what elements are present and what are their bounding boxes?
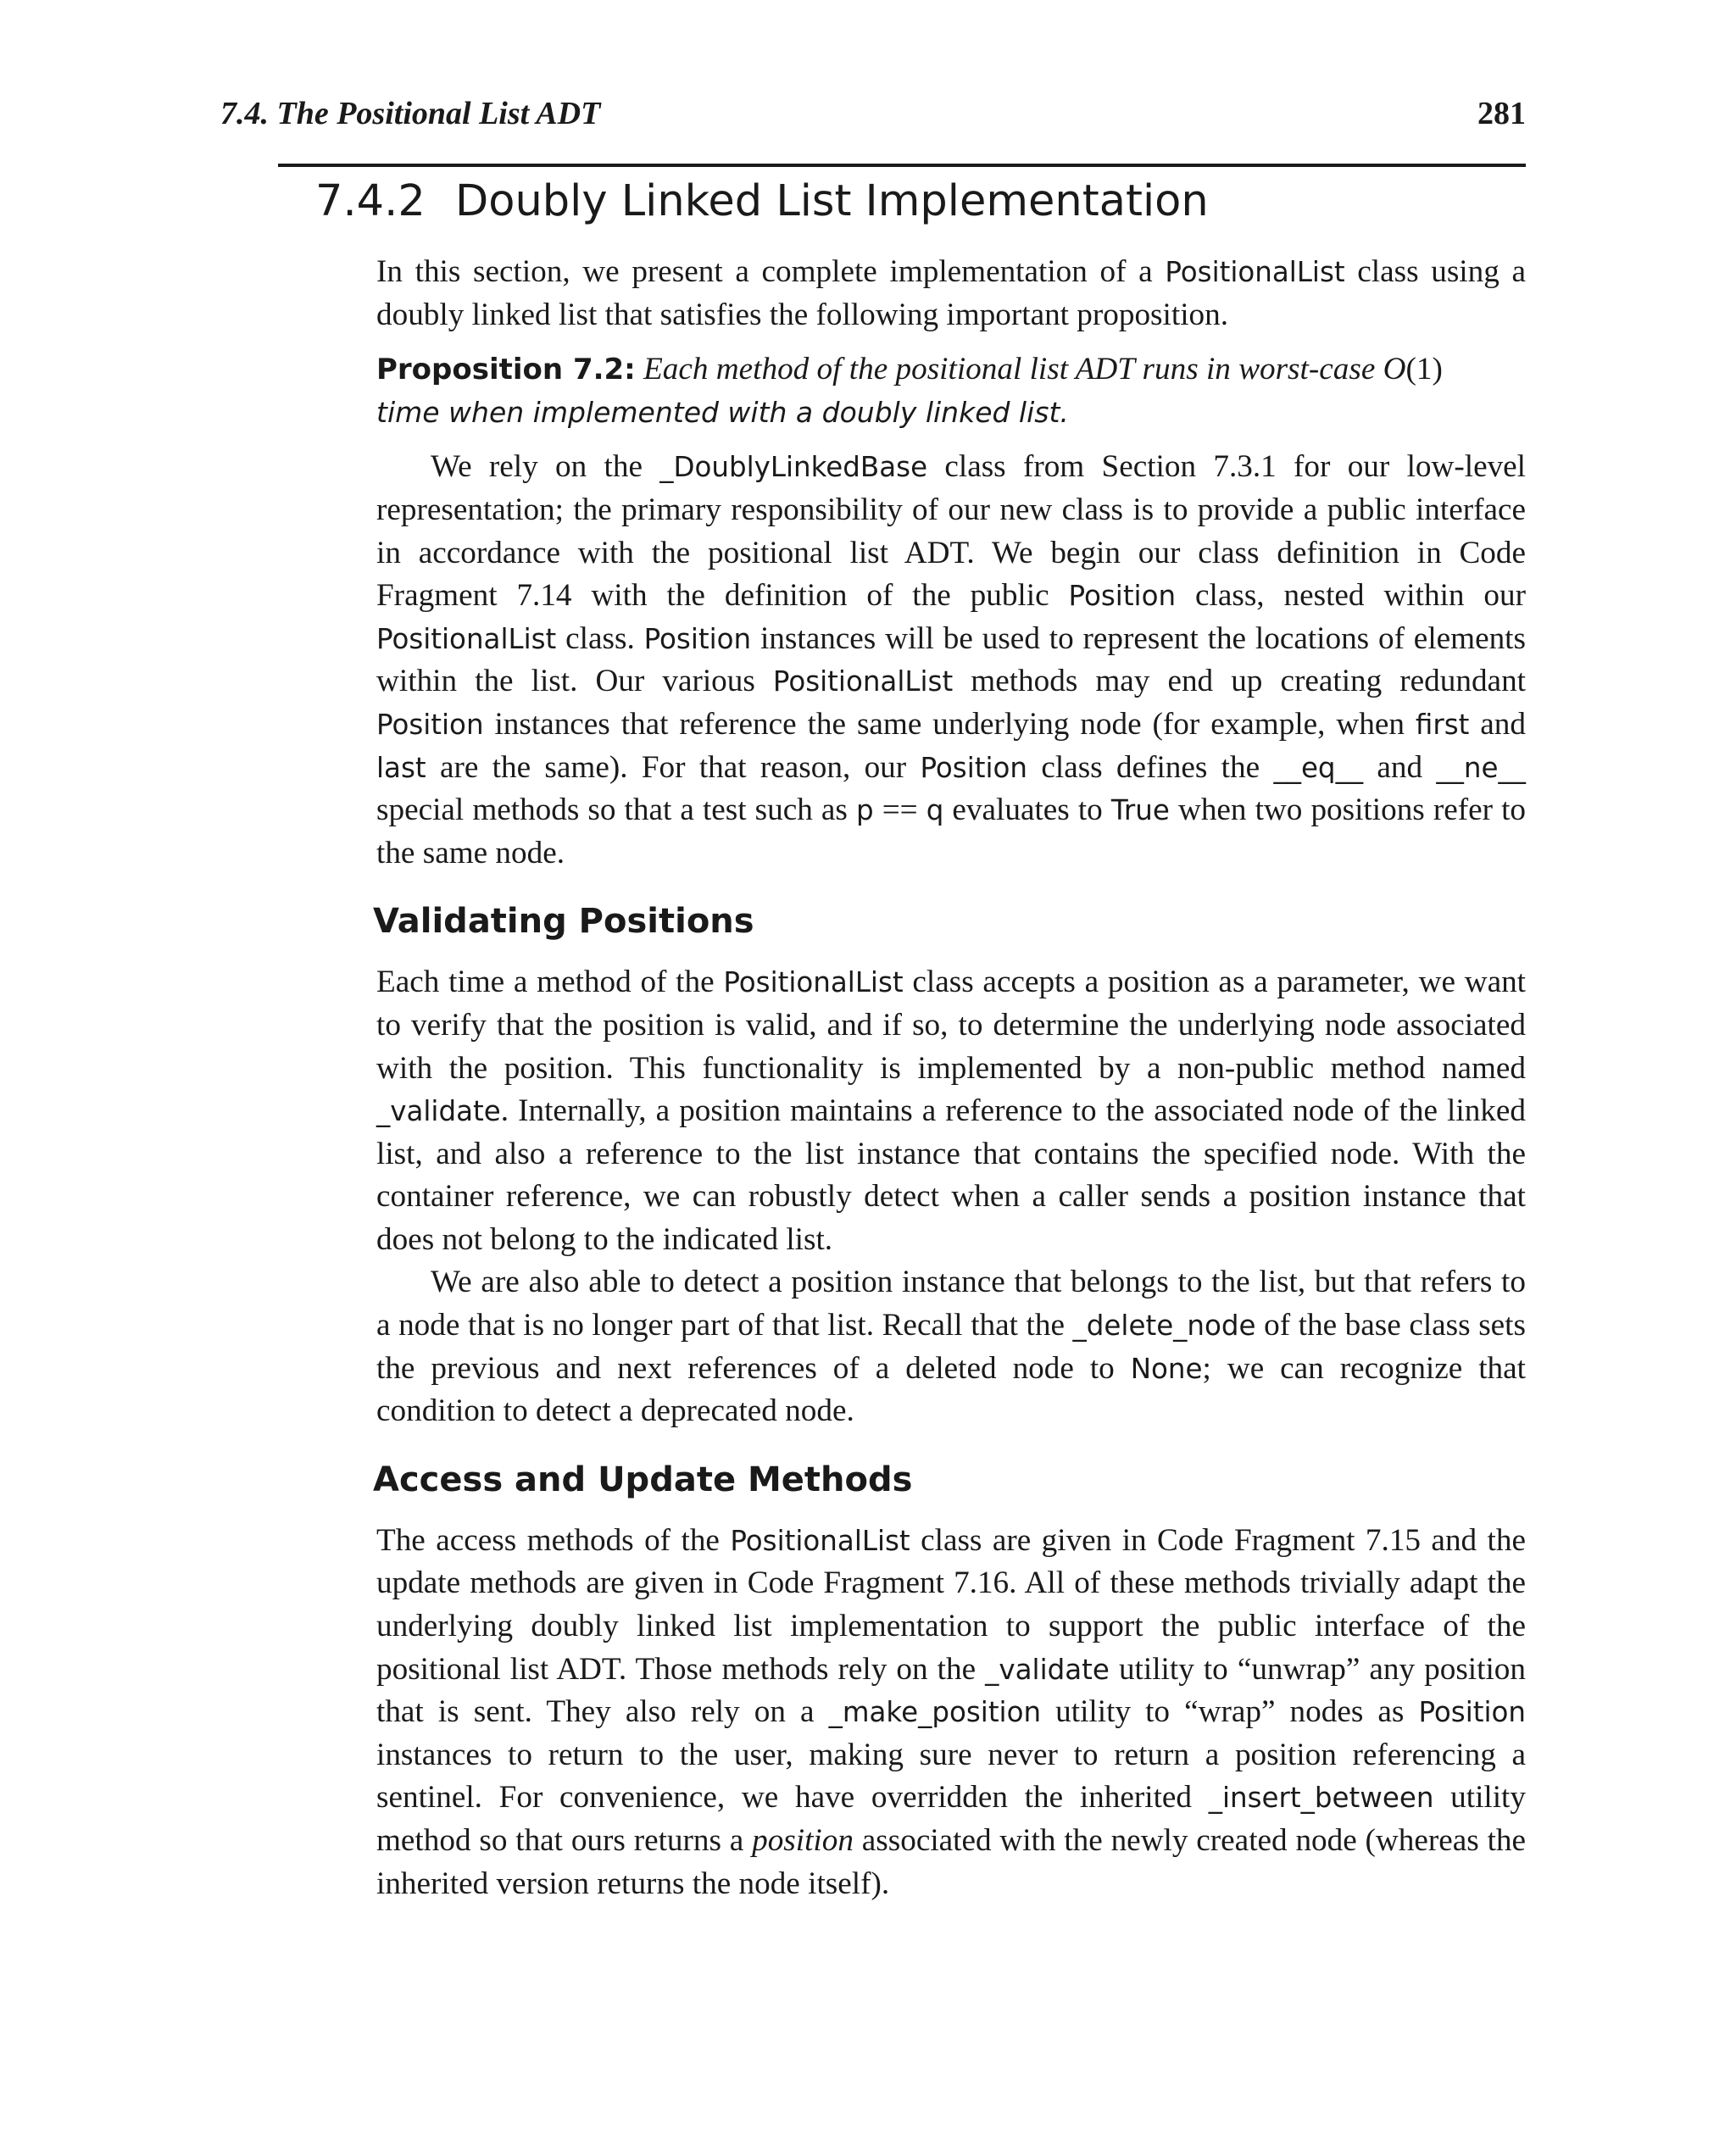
subheading-validating: Validating Positions [373, 902, 754, 942]
intro-paragraph: In this section, we present a complete implementation of a PositionalList class using a doubly linked list that satisfies the following important proposition. [376, 254, 1526, 332]
body-text [373, 251, 1527, 1905]
section-heading [315, 176, 1209, 226]
subheading-access: Access and Update Methods [373, 1460, 913, 1499]
code-term: PositionalList [1165, 256, 1345, 288]
running-head-title: 7.4. The Positional List ADT [220, 96, 601, 131]
paragraph-rely: We rely on the _DoublyLinkedBase class from Section 7.3.1 for our low-level representation; the primary responsibility of our new class is to provide a public interface in accordance with the positional list ADT. We begin our class definition in Code Fragment 7.14 with the definition of the public Position class, nested within our PositionalList class. Position instances will be used to represent the locations of elements within the list. Our various PositionalList methods may end up creating redundant Position instances that reference the same underlying node (for example, when first and last are the same). For that reason, our Position class defines the __eq__ and __ne__ special methods so that a test such as p == q evaluates to True when two positions refer to the same node. [376, 449, 1526, 870]
proposition-label: Proposition 7.2: [376, 353, 636, 387]
proposition: Proposition 7.2: Each method of the positional list ADT runs in worst-case O(1) time when implemented with a doubly linked list. [376, 352, 1443, 429]
paragraph-validating-2: We are also able to detect a position instance that belongs to the list, but that refers to a node that is no longer part of that list. Recall that the _delete_node of the base class sets the previous and next references of a deleted node to None; we can recognize that condition to detect a deprecated node. [376, 1265, 1526, 1429]
page-number: 281 [1477, 96, 1526, 131]
paragraph-access-1: The access methods of the PositionalList class are given in Code Fragment 7.15 and the update methods are given in Code Fragment 7.16. All of these methods trivially adapt the underlying doubly linked list implementation to support the public interface of the positional list ADT. Those methods rely on the _validate utility to “unwrap” any position that is sent. They also rely on a _make_position utility to “wrap” nodes as Position instances to return to the user, making sure never to return a position referencing a sentinel. For convenience, we have overridden the inherited _insert_between utility method so that ours returns a position associated with the newly created node (whereas the inherited version returns the node itself). [376, 1522, 1527, 1901]
paragraph-validating-1: Each time a method of the PositionalList class accepts a position as a parameter, we want to verify that the position is valid, and if so, to determine the underlying node associated with the position. This functionality is implemented by a non-public method named _validate. Internally, a position maintains a reference to the associated node of the linked list, and also a reference to the list instance that contains the specified node. With the container reference, we can robustly detect when a caller sends a position instance that does not belong to the indicated list. [376, 965, 1526, 1257]
section-title: Doubly Linked List Implementation [455, 176, 1209, 226]
running-head [220, 95, 1526, 132]
header-rule [278, 164, 1526, 167]
section-number: 7.4.2 [315, 176, 426, 226]
